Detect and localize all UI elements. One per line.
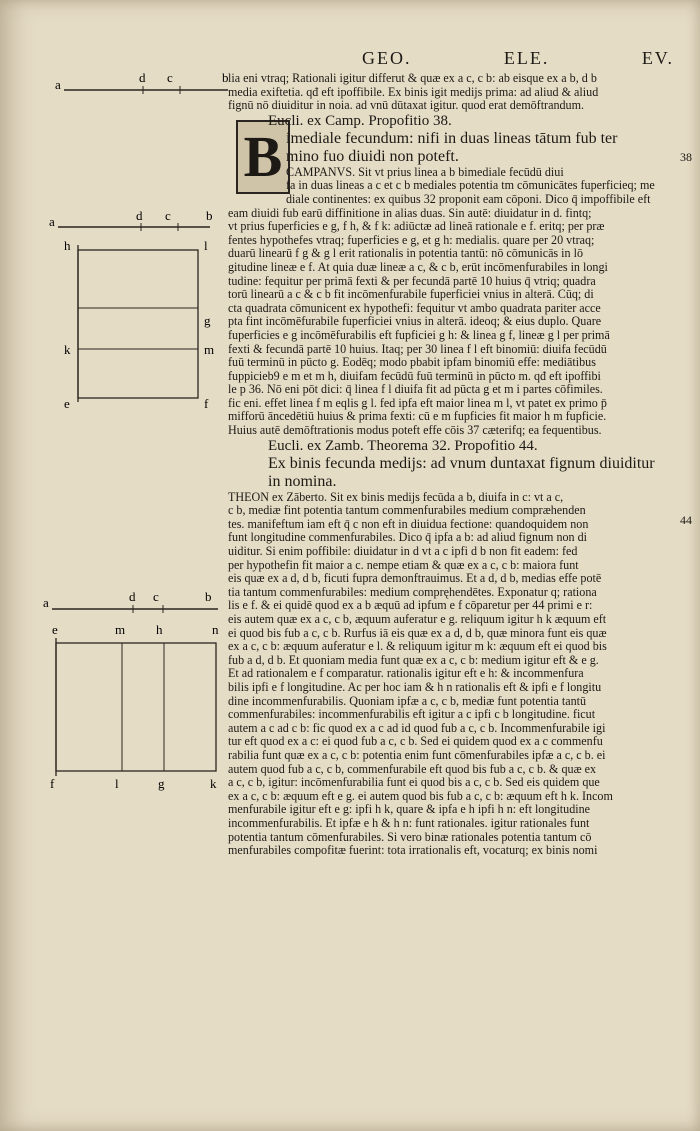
text-line: diale continentes: ex quibus 32 proponit eam cōponi. Dico q̄ impoffibile eft xyxy=(286,192,651,206)
text-line: fub a d, d b. Et quoniam media funt quæ ex a c, c b: medium igitur eft & e g. xyxy=(228,653,599,667)
text-line: in nomina. xyxy=(268,472,337,490)
d3-label-h: h xyxy=(156,622,163,637)
text-line: CAMPANVS. Sit vt prius linea a b bimediale fecūdū diui xyxy=(286,165,564,179)
main-text-column xyxy=(228,72,680,858)
text-line: c b, mediæ fint potentia tantum commenfurabiles medium compræhenden xyxy=(228,504,586,518)
text-line: potentia tantum cōmenfurabiles. Si vero binæ rationales potentia tantum cō xyxy=(228,830,592,844)
d3-label-l: l xyxy=(115,776,119,791)
text-line: Eucli. ex Zamb. Theorema 32. Propofitio 44. xyxy=(268,437,538,454)
d2-label-c: c xyxy=(165,208,171,223)
d1-label-a: a xyxy=(55,77,61,92)
d2-label-b: b xyxy=(206,208,213,223)
text-line: ei quod bis fub a c, c b. Rurfus iā eis quæ ex a d, d b, quæ minora funt eis quæ xyxy=(228,626,607,640)
d2-label-l: l xyxy=(204,238,208,253)
text-line: fa in duas lineas a c et c b mediales potentia tm cōmunicātes fuperficieq; me xyxy=(286,179,655,193)
text-line: fic eni. effet linea f m eqlis g l. fed ipfa eft maior linea m l, vt patet ex primo p̄ xyxy=(228,396,607,410)
text-line: mino fuo diuidi non poteft. xyxy=(286,147,459,165)
text-line: fuppicieb9 e m et m h, diuifam fecūdū fuū terminū in pūcto m. qđ eft ipoffibi xyxy=(228,369,601,383)
d3-label-b: b xyxy=(205,589,212,604)
text-line: ex a c, c b: æquum eft e g. ei autem quod bis fub a c, c b: æquum eft h k. Incom xyxy=(228,789,613,803)
margin-number-38: 38 xyxy=(680,150,692,164)
d3-label-k: k xyxy=(210,776,217,791)
text-line: rabilia funt quæ ex a c, c b: potentia enim funt cōmenfurabiles ipfæ a c, c b. ei xyxy=(228,748,606,762)
text-line: eam diuidi fub earū diffinitione in alias duas. Sin autē: diuidatur in d. fintq; xyxy=(228,206,592,220)
diagram-rect-3 xyxy=(43,589,219,791)
text-line: mifforū āncedētiū huius & prima fexti: cū e m fupficies fit maior h m fupficie. xyxy=(228,410,607,424)
text-line: fuū terminū in pūcto g. Eodēq; modo pbabit ipfam binomiū effe: mediātibus xyxy=(228,356,596,370)
text-line: tes. manifeftum iam eft q̄ c non eft in diuidua fectione: quandoquidem non xyxy=(228,517,589,531)
margin-number-44: 44 xyxy=(680,513,692,527)
d2-label-f: f xyxy=(204,396,209,411)
d3-label-g: g xyxy=(158,776,165,791)
header-right: EV. xyxy=(641,48,674,68)
text-line: torū linearū a c & c b fit incōmenfurabile fuperficiei vnius in alterā. Cūq; di xyxy=(228,288,594,302)
text-line: fentes hypothefes vtraq; fuperficies e g, et g h: medialis. quare per 20 vtraq; xyxy=(228,233,595,247)
d2-label-e: e xyxy=(64,396,70,411)
text-line: media exiftetia. qđ eft ipoffibile. Ex binis igit medijs prima: ad aliud & aliud xyxy=(228,85,599,99)
text-line: cta quadrata cōmunicent ex hypothefi: fequitur vt ambo quadrata pariter acce xyxy=(228,301,601,315)
text-line: autem a c ad c b: fic quod ex a c ad id quod fub a c, c b. Incommenfurabile igi xyxy=(228,721,606,735)
text-line: lia eni vtraq; Rationali igitur differut & quæ ex a c, c b: ab eisque ex a b, d b xyxy=(228,72,597,85)
text-line: eis autem quæ ex a c, c b, æquum auferatur e g. reliquum igitur h k æquum eft xyxy=(228,613,607,626)
d2-label-k: k xyxy=(64,342,71,357)
text-line: tur eft quod ex a c: ei quod fub a c, c b. Sed ei quidem quod ex a c commenfu xyxy=(228,735,603,749)
text-line: fuperficies e g incōmēfurabilis eft fupficiei g h: & linea g f, lineæ g l per primā xyxy=(228,328,610,342)
diagram-line-1 xyxy=(55,70,229,94)
text-line: tia tantum commenfurabiles: medium compręhendētes. Exponatur q; rationa xyxy=(228,585,597,599)
d1-label-b: b xyxy=(222,70,229,85)
text-line: tudine: fequitur per primā fexti & per fecundā partē 10 huius q̄ vtriq; quadra xyxy=(228,274,596,288)
text-line: duarū linearū f g & g l erit rationalis in potentia tantū: nō cōmunicās in lō xyxy=(228,247,583,261)
text-line: menfurabile igitur eft e g: ipfi h k, quare & ipfa e h ipfi h n: eft longitudine xyxy=(228,803,591,817)
text-line: a c, c b, igitur: incōmenfurabilia funt ei quod bis a c, c b. Sed eis quidem que xyxy=(228,776,600,790)
text-line: Eucli. ex Camp. Propofitio 38. xyxy=(268,112,452,129)
text-line: Et ad rationalem e f comparatur. rationalis igitur eft e h: & incommenfura xyxy=(228,667,584,681)
d3-label-m: m xyxy=(115,622,126,637)
text-line: THEON ex Zāberto. Sit ex binis medijs fecūda a b, diuifa in c: vt a c, xyxy=(228,490,564,504)
decorated-initial: B xyxy=(236,120,290,194)
text-line: funt longitudine commenfurabiles. Dico q̄ ipfa a b: ad aliud fignum non di xyxy=(228,531,588,545)
d1-label-d: d xyxy=(139,70,146,85)
d2-label-m: m xyxy=(204,342,215,357)
d2-label-a: a xyxy=(49,214,55,229)
text-line: menfurabiles compofitæ fuerint: tota irrationalis eft, vocaturq; ex binis nomi xyxy=(228,844,598,858)
text-line: bilis ipfi e f longitudine. Ac per hoc iam & h n rationalis eft & ipfi e f longitu xyxy=(228,680,602,694)
text-line: fexti & fecundā partē 10 huius. Itaq; per 30 linea f l eft binomiū: diuifa fecūdū xyxy=(228,342,607,356)
text-line: per hypothefin fit maior a c. nempe etiam & quæ ex a c, c b: maiora funt xyxy=(228,558,579,572)
text-line: imediale fecundum: nifi in duas lineas tātum fub ter xyxy=(286,129,618,147)
text-line: dine incommenfurabilis. Quoniam ipfæ a c, c b, mediæ funt potentia tantū xyxy=(228,694,587,708)
d3-label-d: d xyxy=(129,589,136,604)
d3-label-e: e xyxy=(52,622,58,637)
d3-label-c: c xyxy=(153,589,159,604)
text-line: gitudine lineæ e f. At quia duæ lineæ a c, & c b, erūt incōmenfurabiles in longi xyxy=(228,260,608,274)
text-line: uiditur. Si enim poffibile: diuidatur in d vt a c ipfi d b non fit eadem: fed xyxy=(228,545,578,559)
d2-label-h: h xyxy=(64,238,71,253)
text-line: vt prius fuperficies e g, f h, & f k: adiūctæ ad lineā rationale e f. eritq; per præ xyxy=(228,220,605,234)
d3-label-a: a xyxy=(43,595,49,610)
text-line: Ex binis fecunda medijs: ad vnum duntaxat fignum diuiditur xyxy=(268,454,655,472)
text-line: lis e f. & ei quidē quod ex a b æquū ad ipfum e f cōparetur per 44 primi e r: xyxy=(228,599,593,613)
d3-label-f: f xyxy=(50,776,55,791)
text-line: autem quod fub a c, c b, commenfurabile eft quod bis fub a c, c b. & quæ ex xyxy=(228,762,597,776)
d2-label-g: g xyxy=(204,313,211,328)
text-line: pta fint incōmēfurabile fuperficiei vnius in alterā. ideoq; & eius duplo. Quare xyxy=(228,315,602,329)
d2-label-d: d xyxy=(136,208,143,223)
d1-label-c: c xyxy=(167,70,173,85)
text-line: commenfurabiles: incommenfurabilis eft igitur a c ipfi c b longitudine. ficut xyxy=(228,708,596,722)
text-line: le p 36. Nō eni pōt dici: q̄ linea f l diuifa fit ad pūcta g et m i partes cōfimiles. xyxy=(228,383,603,397)
header-middle: ELE. xyxy=(503,48,550,68)
text-line: ex a c, c b: æquum auferatur e l. & reliquum igitur m k: æquum eft ei quod bis xyxy=(228,640,607,654)
text-line: Huius autē demōftrationis modus poteft effe cōis 37 cæterifq; ea fequentibus. xyxy=(228,424,602,438)
diagram-rect-2 xyxy=(49,208,214,411)
text-line: fignū nō diuiditur in noia. ad vnū dūtaxat igitur. quod erat demōftrandum. xyxy=(228,99,585,113)
text-line: incommenfurabilis. Et ipfæ e h & h n: funt rationales. igitur rationales funt xyxy=(228,816,590,830)
d3-label-n: n xyxy=(212,622,219,637)
text-line: eis quæ ex a d, d b, ficuti fupra demonftrauimus. Et a d, d b, medias effe potē xyxy=(228,572,602,586)
header-left: GEO. xyxy=(362,48,412,68)
